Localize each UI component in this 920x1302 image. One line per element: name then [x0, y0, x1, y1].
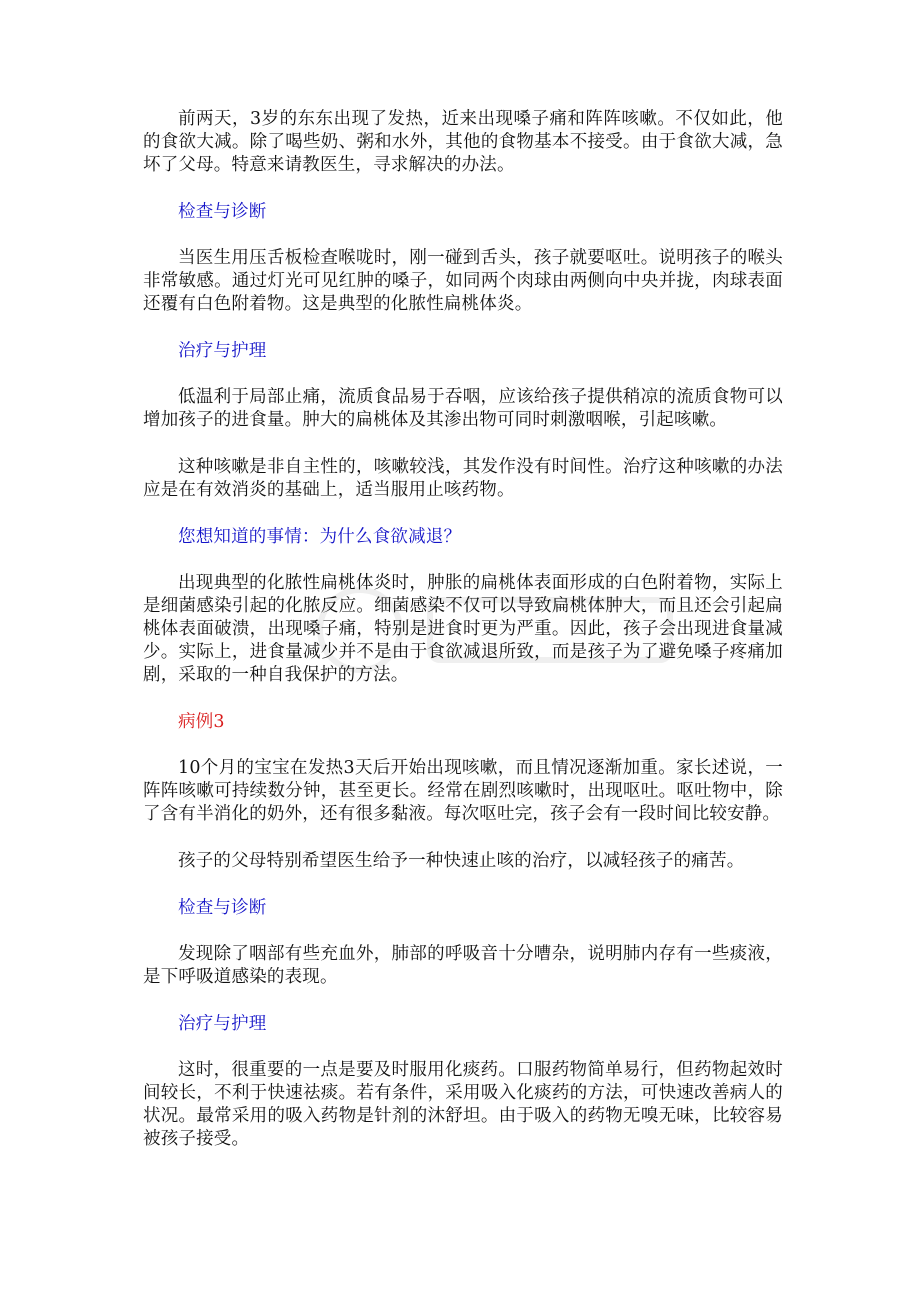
paragraph-appetite: 出现典型的化脓性扁桃体炎时，肿胀的扁桃体表面形成的白色附着物，实际上是细菌感染引起的化脓反应。细菌感染不仅可以导致扁桃体肿大，而且还会引起扁桃体表面破溃，出现嗓子痛，特别是进食时更为严重。因此，孩子会出现进食量减少。实际上，进食量减少并不是由于食欲减退所致，而是孩子为了避免嗓子疼痛加剧，采取的一种自我保护的方法。 — [143, 573, 783, 685]
paragraph-intro: 前两天，3岁的东东出现了发热，近来出现嗓子痛和阵阵咳嗽。不仅如此，他的食欲大减。除了喝些奶、粥和水外，其他的食物基本不接受。由于食欲大减，急坏了父母。特意来请教医生，寻求解决的办法。 — [143, 109, 783, 175]
paragraph-treatment-1: 低温利于局部止痛，流质食品易于吞咽，应该给孩子提供稍凉的流质食物可以增加孩子的进食量。肿大的扁桃体及其渗出物可同时刺激咽喉，引起咳嗽。 — [143, 387, 783, 430]
heading-treatment-care-2: 治疗与护理 — [178, 1014, 267, 1034]
heading-exam-diagnosis: 检查与诊断 — [178, 202, 267, 222]
paragraph-exam: 当医生用压舌板检查喉咙时，刚一碰到舌头，孩子就要呕吐。说明孩子的喉头非常敏感。通过灯光可见红肿的嗓子，如同两个肉球由两侧向中央并拢，肉球表面还覆有白色附着物。这是典型的化脓性扁桃体炎。 — [143, 248, 783, 314]
paragraph-case-3: 10个月的宝宝在发热3天后开始出现咳嗽，而且情况逐渐加重。家长述说，一阵阵咳嗽可持续数分钟，甚至更长。经常在剧烈咳嗽时，出现呕吐。呕吐物中，除了含有半消化的奶外，还有很多黏液。每次呕吐完，孩子会有一段时间比较安静。 — [143, 758, 783, 824]
heading-treatment-care: 治疗与护理 — [178, 341, 267, 361]
paragraph-parents-wish: 孩子的父母特别希望医生给予一种快速止咳的治疗，以减轻孩子的痛苦。 — [178, 851, 745, 871]
paragraph-treatment-3: 这时，很重要的一点是要及时服用化痰药。口服药物简单易行，但药物起效时间较长，不利于快速祛痰。若有条件，采用吸入化痰药的方法，可快速改善病人的状况。最常采用的吸入药物是针剂的沐舒坦。由于吸入的药物无嗅无味，比较容易被孩子接受。 — [143, 1060, 783, 1149]
heading-appetite-question: 您想知道的事情：为什么食欲减退？ — [178, 527, 462, 547]
paragraph-exam-2: 发现除了咽部有些充血外，肺部的呼吸音十分嘈杂，说明肺内存有一些痰液，是下呼吸道感染的表现。 — [143, 944, 783, 987]
heading-case-3: 病例3 — [178, 712, 225, 732]
paragraph-treatment-2: 这种咳嗽是非自主性的，咳嗽较浅，其发作没有时间性。治疗这种咳嗽的办法应是在有效消炎的基础上，适当服用止咳药物。 — [143, 457, 783, 500]
heading-exam-diagnosis-2: 检查与诊断 — [178, 898, 267, 918]
document-page — [143, 108, 783, 1151]
